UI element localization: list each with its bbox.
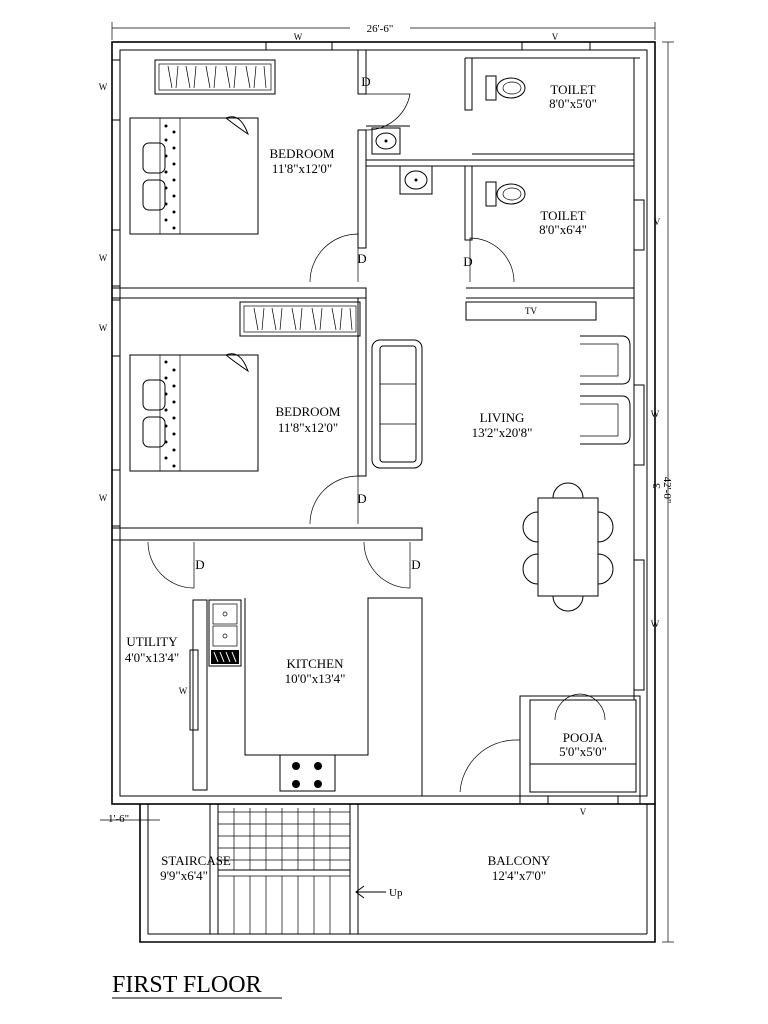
living-name: LIVING — [479, 410, 525, 425]
top-dimension-line — [112, 20, 655, 40]
balcony-size: 12'4"x7'0" — [491, 868, 547, 883]
ventilator-marker: V — [653, 217, 661, 227]
window-marker: W — [98, 82, 108, 92]
wash-basin-1 — [372, 128, 400, 154]
utility-name: UTILITY — [126, 634, 178, 649]
toilet2-wc — [486, 182, 525, 206]
bedroom2-wardrobe — [240, 302, 360, 336]
side-mark-label: 3 — [651, 483, 663, 489]
tv-label: TV — [525, 306, 537, 316]
pooja-name: POOJA — [562, 730, 604, 745]
plan-title-text: FIRST FLOOR — [112, 972, 262, 998]
dining-set — [523, 483, 613, 611]
living-size: 13'2"x20'8" — [471, 425, 533, 440]
toilet1-size: 8'0"x5'0" — [549, 96, 597, 111]
offset-label: 1'-6" — [108, 813, 130, 825]
window-marker: W — [98, 493, 108, 503]
window-marker: W — [98, 253, 108, 263]
door-marker: D — [357, 251, 367, 266]
windows — [112, 42, 644, 804]
armchair-2 — [580, 396, 630, 444]
toilet2-size: 8'0"x6'4" — [539, 222, 587, 237]
plan-title — [112, 972, 282, 998]
up-label: Up — [389, 887, 403, 899]
window-marker: W — [178, 686, 188, 696]
kitchen-sink — [209, 600, 241, 666]
ventilator-marker: V — [579, 807, 587, 817]
outer-walls — [112, 42, 655, 942]
kitchen-stove — [292, 762, 322, 788]
window-marker: W — [293, 32, 303, 42]
window-marker: W — [650, 619, 660, 629]
door-marker: D — [195, 557, 205, 572]
bedroom2-size: 11'8"x12'0" — [277, 420, 339, 435]
armchair-1 — [580, 336, 630, 384]
door-marker: D — [361, 74, 371, 89]
total-width-label: 26'-6" — [366, 23, 394, 35]
window-marker: W — [98, 323, 108, 333]
utility-size: 4'0"x13'4" — [124, 650, 180, 665]
ventilator-marker: V — [551, 32, 559, 42]
toilet2-name: TOILET — [540, 208, 586, 223]
offset-dimension — [100, 813, 160, 825]
door-marker: D — [357, 491, 367, 506]
toilet1-wc — [486, 76, 525, 100]
kitchen-size: 10'0"x13'4" — [284, 671, 346, 686]
balcony-name: BALCONY — [487, 853, 551, 868]
staircase-name: STAIRCASE — [161, 853, 231, 868]
bedroom1-size: 11'8"x12'0" — [271, 161, 333, 176]
bedroom1-bed — [130, 117, 258, 234]
staircase-steps — [218, 808, 350, 934]
up-arrow — [356, 886, 403, 899]
window-marker: W — [650, 409, 660, 419]
bedroom1-name: BEDROOM — [269, 146, 335, 161]
staircase-size: 9'9"x6'4" — [160, 868, 208, 883]
bedroom2-bed — [130, 354, 258, 471]
kitchen-name: KITCHEN — [286, 656, 344, 671]
bedroom2-name: BEDROOM — [275, 404, 341, 419]
sofa — [372, 340, 422, 468]
total-depth-label: 42'-0" — [661, 476, 673, 504]
bedroom1-wardrobe — [155, 60, 275, 94]
door-marker: D — [463, 254, 473, 269]
toilet1-name: TOILET — [550, 82, 596, 97]
wash-basin-2 — [400, 166, 432, 194]
interior-walls — [112, 50, 640, 934]
door-marker: D — [411, 557, 421, 572]
doors — [148, 94, 605, 792]
pooja-size: 5'0"x5'0" — [559, 744, 607, 759]
